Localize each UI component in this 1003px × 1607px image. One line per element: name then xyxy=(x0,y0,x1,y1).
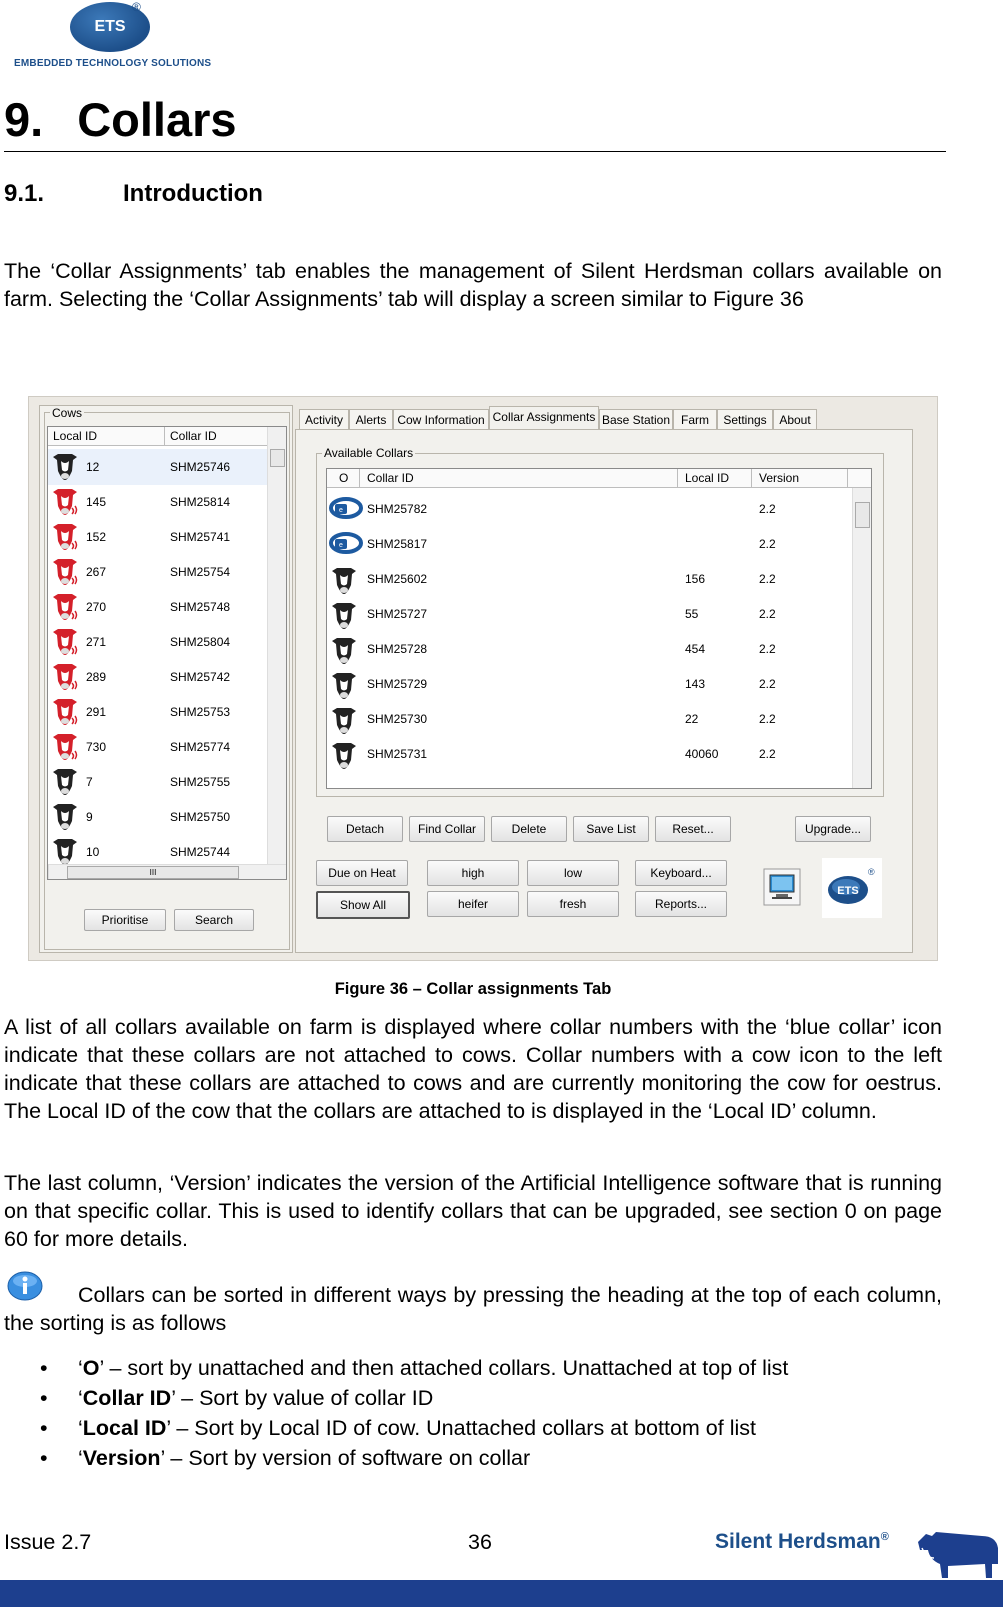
cow-collar-id: SHM25753 xyxy=(170,705,231,719)
collar-version: 2.2 xyxy=(759,572,776,586)
cow-black-white-icon xyxy=(329,670,359,705)
footer-brand: Silent Herdsman® xyxy=(715,1530,889,1553)
cow-row[interactable] xyxy=(48,694,268,730)
bullet-collar-id: • ‘Collar ID’ – Sort by value of collar ID xyxy=(4,1383,788,1413)
cow-local-id: 12 xyxy=(86,460,100,474)
collar-assignments-panel xyxy=(295,429,913,953)
collar-id: SHM25728 xyxy=(367,642,428,656)
cow-local-id: 270 xyxy=(86,600,107,614)
figure-screenshot xyxy=(28,396,938,961)
show-all-button[interactable]: Show All xyxy=(316,891,410,919)
collar-version: 2.2 xyxy=(759,747,776,761)
company-name: EMBEDDED TECHNOLOGY SOLUTIONS xyxy=(14,58,212,69)
col-collar-id-right[interactable]: Collar ID xyxy=(367,471,414,485)
cow-local-id: 267 xyxy=(86,565,107,579)
collar-row[interactable] xyxy=(327,736,851,772)
bullet-local-id: • ‘Local ID’ – Sort by Local ID of cow. Unattached collars at bottom of list xyxy=(4,1413,788,1443)
collar-id: SHM25817 xyxy=(367,537,428,551)
cow-local-id: 730 xyxy=(86,740,107,754)
blue-collar-icon xyxy=(329,495,363,524)
collar-version: 2.2 xyxy=(759,502,776,516)
cow-silhouette-icon xyxy=(912,1524,1002,1580)
col-o[interactable]: O xyxy=(339,471,349,485)
cow-black-white-icon xyxy=(329,705,359,740)
cows-panel xyxy=(39,405,293,953)
cow-black-white-icon xyxy=(50,451,80,486)
cow-local-id: 289 xyxy=(86,670,107,684)
save-list-button[interactable]: Save List xyxy=(573,816,649,842)
cow-collar-id: SHM25804 xyxy=(170,635,231,649)
tab-activity[interactable]: Activity xyxy=(299,409,349,430)
collar-version: 2.2 xyxy=(759,677,776,691)
cow-row[interactable] xyxy=(48,799,268,835)
cows-vscrollbar[interactable] xyxy=(267,427,286,865)
collar-row[interactable] xyxy=(327,631,851,667)
collar-row[interactable] xyxy=(327,701,851,737)
upgrade-button[interactable]: Upgrade... xyxy=(795,816,871,842)
figure-caption: Figure 36 – Collar assignments Tab xyxy=(334,980,612,998)
reset-button[interactable]: Reset... xyxy=(655,816,731,842)
cow-collar-id: SHM25744 xyxy=(170,845,231,859)
cow-collar-id: SHM25742 xyxy=(170,670,231,684)
collar-row[interactable] xyxy=(327,666,851,702)
tab-settings[interactable]: Settings xyxy=(717,409,773,430)
collar-id: SHM25602 xyxy=(367,572,428,586)
high-button[interactable]: high xyxy=(427,860,519,886)
cow-black-white-icon xyxy=(50,801,80,836)
collar-row[interactable] xyxy=(327,491,851,527)
cow-collar-id: SHM25755 xyxy=(170,775,231,789)
ets-small-logo xyxy=(822,858,882,918)
delete-button[interactable]: Delete xyxy=(491,816,567,842)
cow-collar-id: SHM25750 xyxy=(170,810,231,824)
cow-local-id: 152 xyxy=(86,530,107,544)
cow-black-white-icon xyxy=(50,766,80,801)
section-heading xyxy=(4,92,237,147)
section-number: 9. xyxy=(4,93,44,146)
section-title: Collars xyxy=(77,93,237,146)
cow-local-id: 291 xyxy=(86,705,107,719)
collar-id: SHM25731 xyxy=(367,747,428,761)
cow-collar-id: SHM25741 xyxy=(170,530,231,544)
cow-black-white-icon xyxy=(329,565,359,600)
col-collar-id[interactable]: Collar ID xyxy=(170,429,217,443)
collars-vscroll-thumb[interactable] xyxy=(855,502,870,528)
cows-group-label: Cows xyxy=(52,406,83,420)
ets-small-logo-text: ETS xyxy=(837,885,859,897)
cow-row[interactable] xyxy=(48,764,268,800)
cow-black-white-icon xyxy=(329,600,359,635)
collar-version: 2.2 xyxy=(759,537,776,551)
collar-local-id: 55 xyxy=(685,607,699,621)
collar-id: SHM25730 xyxy=(367,712,428,726)
cow-local-id: 7 xyxy=(86,775,93,789)
available-collars-label: Available Collars xyxy=(324,446,414,460)
collar-row[interactable] xyxy=(327,596,851,632)
tab-collar-assignments[interactable]: Collar Assignments xyxy=(489,406,599,431)
cow-row[interactable] xyxy=(48,519,268,555)
collar-id: SHM25782 xyxy=(367,502,428,516)
low-button[interactable]: low xyxy=(527,860,619,886)
cows-hscroll-thumb[interactable]: III xyxy=(67,866,239,879)
cow-on-heat-icon xyxy=(50,556,80,591)
cow-on-heat-icon xyxy=(50,626,80,661)
collars-list[interactable] xyxy=(326,468,872,789)
cow-on-heat-icon xyxy=(50,696,80,731)
cow-local-id: 9 xyxy=(86,810,93,824)
tab-base-station[interactable]: Base Station xyxy=(599,409,673,430)
cow-local-id: 271 xyxy=(86,635,107,649)
cow-local-id: 10 xyxy=(86,845,100,859)
cow-on-heat-icon xyxy=(50,661,80,696)
cow-collar-id: SHM25748 xyxy=(170,600,231,614)
cow-row[interactable] xyxy=(48,589,268,625)
collar-row[interactable] xyxy=(327,561,851,597)
collars-vscrollbar[interactable] xyxy=(852,488,871,788)
cow-collar-id: SHM25814 xyxy=(170,495,231,509)
note-paragraph: Collars can be sorted in different ways by pressing the heading at the top of each column, the sorting is as follows xyxy=(4,1283,942,1335)
collar-id: SHM25727 xyxy=(367,607,428,621)
collar-version: 2.2 xyxy=(759,712,776,726)
collar-id: SHM25729 xyxy=(367,677,428,691)
tab-about[interactable]: About xyxy=(773,409,817,430)
registered-mark: ® xyxy=(132,0,141,14)
search-button[interactable]: Search xyxy=(174,909,254,931)
collars-list-header xyxy=(327,469,871,488)
cow-collar-id: SHM25754 xyxy=(170,565,231,579)
cow-row[interactable] xyxy=(48,659,268,695)
fresh-button[interactable]: fresh xyxy=(527,891,619,917)
ets-small-registered: ® xyxy=(868,867,875,877)
cow-row[interactable] xyxy=(48,729,268,765)
cow-black-white-icon xyxy=(329,635,359,670)
cow-on-heat-icon xyxy=(50,486,80,521)
collar-version: 2.2 xyxy=(759,607,776,621)
cow-row[interactable] xyxy=(48,554,268,590)
cow-black-white-icon xyxy=(329,740,359,775)
cow-row[interactable] xyxy=(48,484,268,520)
bullet-version: • ‘Version’ – Sort by version of software on collar xyxy=(4,1443,788,1473)
due-on-heat-button[interactable]: Due on Heat xyxy=(316,860,408,886)
paragraph-2: A list of all collars available on farm is displayed where collar numbers with the ‘blue collar’ icon indicate that these collars are not attached to cows. Collar numbers with a cow icon to the left indicate that these collars are attached to cows and are currently monitoring the cow for oestrus. The Local ID of the cow that the collars are attached to is displayed in the ‘Local ID’ column. xyxy=(4,1015,942,1123)
cow-collar-id: SHM25746 xyxy=(170,460,231,474)
reports-button[interactable]: Reports... xyxy=(635,891,727,917)
cows-hscrollbar[interactable] xyxy=(48,864,287,879)
cow-on-heat-icon xyxy=(50,591,80,626)
find-collar-button[interactable]: Find Collar xyxy=(409,816,485,842)
cow-on-heat-icon xyxy=(50,521,80,556)
subsection-number: 9.1. xyxy=(4,180,45,207)
footer-issue: Issue 2.7 xyxy=(4,1530,92,1554)
ets-logo-text: ETS xyxy=(94,18,126,35)
collar-local-id: 40060 xyxy=(685,747,719,761)
footer-bar xyxy=(0,1580,1003,1607)
intro-paragraph: The ‘Collar Assignments’ tab enables the management of Silent Herdsman collars available on farm. Selecting the ‘Collar Assignments’ tab will display a screen similar to Figure 36 xyxy=(4,259,942,311)
prioritise-button[interactable]: Prioritise xyxy=(84,909,166,931)
collar-local-id: 156 xyxy=(685,572,706,586)
cow-local-id: 145 xyxy=(86,495,107,509)
cows-list-header xyxy=(48,427,286,446)
cow-on-heat-icon xyxy=(50,731,80,766)
tab-alerts[interactable]: Alerts xyxy=(349,409,393,430)
cow-row[interactable] xyxy=(48,624,268,660)
keyboard-button[interactable]: Keyboard... xyxy=(635,860,727,886)
blue-collar-icon xyxy=(329,530,363,559)
tab-farm[interactable]: Farm xyxy=(673,409,717,430)
heifer-button[interactable]: heifer xyxy=(427,891,519,917)
heading-rule xyxy=(4,151,946,152)
cow-collar-id: SHM25774 xyxy=(170,740,231,754)
svg-text:e: e xyxy=(339,542,343,549)
cow-row[interactable] xyxy=(48,449,268,485)
col-local-id-right[interactable]: Local ID xyxy=(685,471,730,485)
col-local-id[interactable]: Local ID xyxy=(53,429,98,443)
detach-button[interactable]: Detach xyxy=(327,816,403,842)
monitor-icon[interactable] xyxy=(762,867,802,907)
subsection-title: Introduction xyxy=(123,180,263,207)
svg-text:e: e xyxy=(339,507,343,514)
cows-vscroll-thumb[interactable] xyxy=(270,449,285,467)
col-version[interactable]: Version xyxy=(759,471,800,485)
collar-row[interactable] xyxy=(327,526,851,562)
collar-local-id: 143 xyxy=(685,677,706,691)
bullet-o: • ‘O’ – sort by unattached and then attached collars. Unattached at top of list xyxy=(4,1353,788,1383)
footer-page-number: 36 xyxy=(468,1530,492,1554)
paragraph-3: The last column, ‘Version’ indicates the version of the Artificial Intelligence software that is running on that specific collar. This is used to identify collars that can be upgraded, see section 0 on page 60 for more details. xyxy=(4,1171,942,1251)
collar-local-id: 454 xyxy=(685,642,706,656)
tab-cow-information[interactable]: Cow Information xyxy=(393,409,489,430)
cows-list[interactable] xyxy=(47,426,287,880)
collar-version: 2.2 xyxy=(759,642,776,656)
sort-bullets xyxy=(4,1353,788,1473)
collar-local-id: 22 xyxy=(685,712,699,726)
